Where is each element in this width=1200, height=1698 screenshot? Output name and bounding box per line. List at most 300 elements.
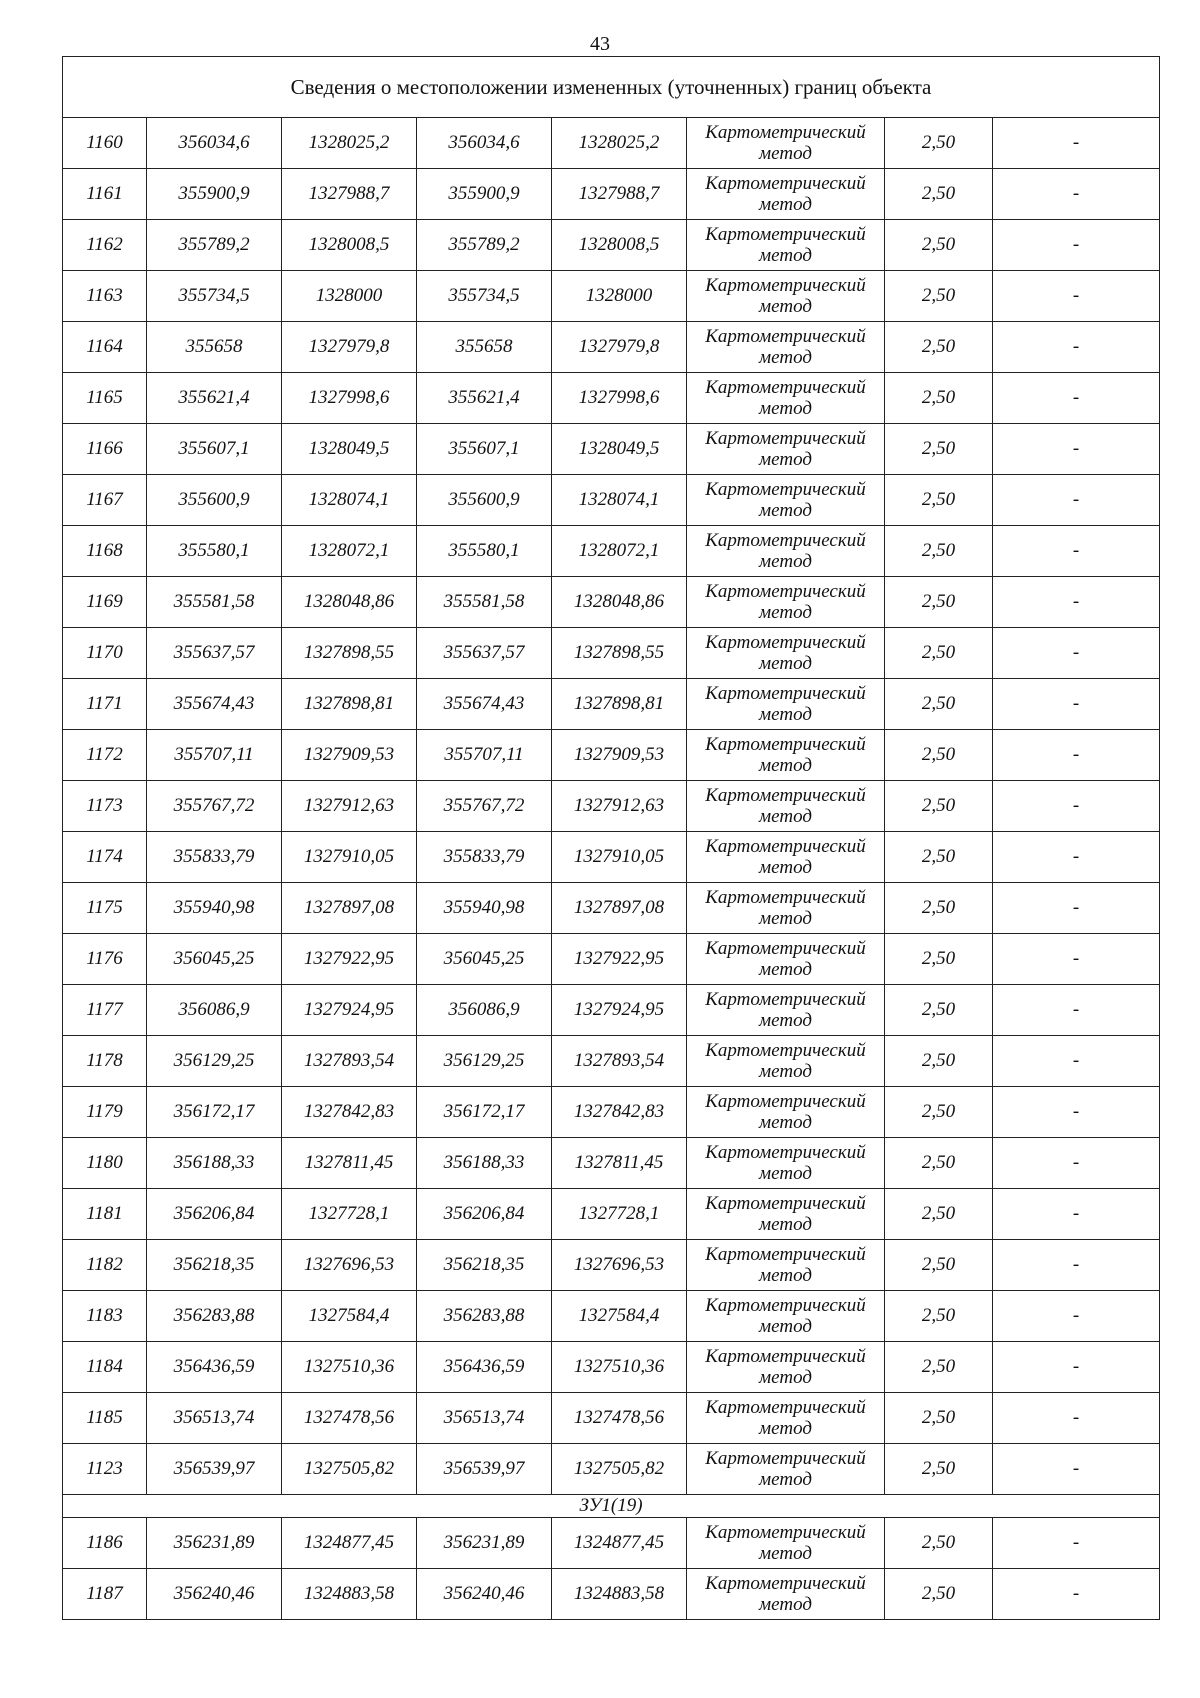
accuracy-cell: 2,50 [885,1393,993,1444]
point-number-cell: 1162 [63,220,147,271]
accuracy-cell: 2,50 [885,118,993,169]
method-cell [687,475,885,526]
new-y-coordinate-cell: 1327510,36 [552,1342,687,1393]
method-label-line2: метод [759,551,812,572]
x-coordinate-cell: 356240,46 [147,1569,282,1620]
method-cell [687,526,885,577]
y-coordinate-cell: 1327909,53 [282,730,417,781]
new-x-coordinate-cell: 356129,25 [417,1036,552,1087]
accuracy-cell: 2,50 [885,985,993,1036]
method-label-line1: Картометрический [705,275,866,296]
x-coordinate-cell: 356513,74 [147,1393,282,1444]
new-x-coordinate-cell: 356231,89 [417,1518,552,1569]
new-y-coordinate-cell: 1327912,63 [552,781,687,832]
table-row [63,1518,1160,1569]
note-cell: - [993,1240,1160,1291]
method-cell [687,832,885,883]
method-label-line1: Картометрический [705,938,866,959]
x-coordinate-cell: 356206,84 [147,1189,282,1240]
accuracy-cell: 2,50 [885,475,993,526]
new-y-coordinate-cell: 1328025,2 [552,118,687,169]
table-row [63,1240,1160,1291]
x-coordinate-cell: 356283,88 [147,1291,282,1342]
table-row [63,373,1160,424]
method-label-line2: метод [759,908,812,929]
table-row [63,730,1160,781]
note-cell: - [993,373,1160,424]
point-number-cell: 1175 [63,883,147,934]
y-coordinate-cell: 1324877,45 [282,1518,417,1569]
new-x-coordinate-cell: 356283,88 [417,1291,552,1342]
point-number-cell: 1178 [63,1036,147,1087]
note-cell: - [993,424,1160,475]
new-y-coordinate-cell: 1327696,53 [552,1240,687,1291]
note-cell: - [993,1393,1160,1444]
y-coordinate-cell: 1327505,82 [282,1444,417,1495]
point-number-cell: 1170 [63,628,147,679]
method-cell [687,985,885,1036]
method-label-line1: Картометрический [705,887,866,908]
accuracy-cell: 2,50 [885,424,993,475]
new-x-coordinate-cell: 355707,11 [417,730,552,781]
note-cell: - [993,832,1160,883]
table-body [63,57,1160,1620]
coordinates-table [62,56,1160,1620]
point-number-cell: 1164 [63,322,147,373]
method-cell [687,1444,885,1495]
accuracy-cell: 2,50 [885,1240,993,1291]
new-x-coordinate-cell: 355637,57 [417,628,552,679]
x-coordinate-cell: 356045,25 [147,934,282,985]
method-label-line2: метод [759,1316,812,1337]
accuracy-cell: 2,50 [885,679,993,730]
y-coordinate-cell: 1324883,58 [282,1569,417,1620]
method-cell [687,169,885,220]
y-coordinate-cell: 1328025,2 [282,118,417,169]
y-coordinate-cell: 1327910,05 [282,832,417,883]
new-x-coordinate-cell: 356172,17 [417,1087,552,1138]
note-cell: - [993,1444,1160,1495]
new-x-coordinate-cell: 356240,46 [417,1569,552,1620]
new-y-coordinate-cell: 1324877,45 [552,1518,687,1569]
new-x-coordinate-cell: 355789,2 [417,220,552,271]
new-y-coordinate-cell: 1328049,5 [552,424,687,475]
point-number-cell: 1167 [63,475,147,526]
new-x-coordinate-cell: 355621,4 [417,373,552,424]
x-coordinate-cell: 355658 [147,322,282,373]
method-label-line2: метод [759,1112,812,1133]
method-cell [687,730,885,781]
new-x-coordinate-cell: 355940,98 [417,883,552,934]
method-label-line1: Картометрический [705,1522,866,1543]
new-y-coordinate-cell: 1327979,8 [552,322,687,373]
y-coordinate-cell: 1327998,6 [282,373,417,424]
new-x-coordinate-cell: 356045,25 [417,934,552,985]
new-x-coordinate-cell: 355607,1 [417,424,552,475]
table-row [63,424,1160,475]
new-y-coordinate-cell: 1328072,1 [552,526,687,577]
accuracy-cell: 2,50 [885,1342,993,1393]
method-cell [687,424,885,475]
table-row [63,628,1160,679]
x-coordinate-cell: 355833,79 [147,832,282,883]
point-number-cell: 1169 [63,577,147,628]
method-cell [687,628,885,679]
table-row [63,781,1160,832]
method-label-line2: метод [759,1367,812,1388]
method-label-line1: Картометрический [705,581,866,602]
accuracy-cell: 2,50 [885,577,993,628]
new-x-coordinate-cell: 356513,74 [417,1393,552,1444]
x-coordinate-cell: 355637,57 [147,628,282,679]
note-cell: - [993,475,1160,526]
x-coordinate-cell: 356172,17 [147,1087,282,1138]
x-coordinate-cell: 355674,43 [147,679,282,730]
accuracy-cell: 2,50 [885,322,993,373]
point-number-cell: 1184 [63,1342,147,1393]
new-x-coordinate-cell: 355581,58 [417,577,552,628]
new-x-coordinate-cell: 355658 [417,322,552,373]
new-x-coordinate-cell: 356034,6 [417,118,552,169]
method-label-line1: Картометрический [705,1448,866,1469]
method-cell [687,118,885,169]
y-coordinate-cell: 1327897,08 [282,883,417,934]
method-label-line1: Картометрический [705,428,866,449]
method-label-line2: метод [759,1265,812,1286]
new-x-coordinate-cell: 355734,5 [417,271,552,322]
y-coordinate-cell: 1328072,1 [282,526,417,577]
accuracy-cell: 2,50 [885,526,993,577]
method-cell [687,1518,885,1569]
accuracy-cell: 2,50 [885,1291,993,1342]
method-label-line2: метод [759,1543,812,1564]
method-label-line2: метод [759,959,812,980]
section-row [63,1495,1160,1518]
accuracy-cell: 2,50 [885,934,993,985]
method-label-line2: метод [759,500,812,521]
new-x-coordinate-cell: 355767,72 [417,781,552,832]
method-label-line1: Картометрический [705,479,866,500]
method-label-line2: метод [759,1469,812,1490]
accuracy-cell: 2,50 [885,1189,993,1240]
new-y-coordinate-cell: 1327505,82 [552,1444,687,1495]
y-coordinate-cell: 1327988,7 [282,169,417,220]
method-cell [687,1036,885,1087]
note-cell: - [993,1036,1160,1087]
x-coordinate-cell: 355621,4 [147,373,282,424]
table-row [63,1393,1160,1444]
table-row [63,679,1160,730]
accuracy-cell: 2,50 [885,1569,993,1620]
x-coordinate-cell: 355707,11 [147,730,282,781]
accuracy-cell: 2,50 [885,781,993,832]
new-y-coordinate-cell: 1327910,05 [552,832,687,883]
new-x-coordinate-cell: 355833,79 [417,832,552,883]
note-cell: - [993,781,1160,832]
table-row [63,1087,1160,1138]
method-cell [687,883,885,934]
table-row [63,985,1160,1036]
table-row [63,1189,1160,1240]
table-row [63,169,1160,220]
x-coordinate-cell: 355581,58 [147,577,282,628]
new-y-coordinate-cell: 1324883,58 [552,1569,687,1620]
table-row [63,1444,1160,1495]
table-row [63,1291,1160,1342]
table-row [63,832,1160,883]
table-row [63,577,1160,628]
point-number-cell: 1172 [63,730,147,781]
accuracy-cell: 2,50 [885,373,993,424]
method-label-line1: Картометрический [705,1193,866,1214]
new-y-coordinate-cell: 1327893,54 [552,1036,687,1087]
y-coordinate-cell: 1327898,55 [282,628,417,679]
new-y-coordinate-cell: 1327842,83 [552,1087,687,1138]
point-number-cell: 1161 [63,169,147,220]
new-x-coordinate-cell: 355674,43 [417,679,552,730]
x-coordinate-cell: 355789,2 [147,220,282,271]
new-y-coordinate-cell: 1328048,86 [552,577,687,628]
y-coordinate-cell: 1327912,63 [282,781,417,832]
new-x-coordinate-cell: 356436,59 [417,1342,552,1393]
note-cell: - [993,577,1160,628]
method-cell [687,934,885,985]
y-coordinate-cell: 1328000 [282,271,417,322]
method-label-line2: метод [759,347,812,368]
method-label-line2: метод [759,806,812,827]
x-coordinate-cell: 355900,9 [147,169,282,220]
y-coordinate-cell: 1327979,8 [282,322,417,373]
method-label-line1: Картометрический [705,1091,866,1112]
new-y-coordinate-cell: 1327478,56 [552,1393,687,1444]
table-row [63,271,1160,322]
method-label-line2: метод [759,296,812,317]
point-number-cell: 1180 [63,1138,147,1189]
method-label-line2: метод [759,398,812,419]
note-cell: - [993,730,1160,781]
note-cell: - [993,322,1160,373]
method-cell [687,1240,885,1291]
new-x-coordinate-cell: 356086,9 [417,985,552,1036]
point-number-cell: 1173 [63,781,147,832]
method-label-line1: Картометрический [705,1244,866,1265]
method-label-line1: Картометрический [705,1142,866,1163]
method-cell [687,1291,885,1342]
y-coordinate-cell: 1327728,1 [282,1189,417,1240]
x-coordinate-cell: 355734,5 [147,271,282,322]
x-coordinate-cell: 356231,89 [147,1518,282,1569]
table-row [63,220,1160,271]
point-number-cell: 1185 [63,1393,147,1444]
point-number-cell: 1160 [63,118,147,169]
new-y-coordinate-cell: 1327811,45 [552,1138,687,1189]
table-row [63,118,1160,169]
y-coordinate-cell: 1327924,95 [282,985,417,1036]
point-number-cell: 1179 [63,1087,147,1138]
new-y-coordinate-cell: 1327988,7 [552,169,687,220]
note-cell: - [993,883,1160,934]
method-label-line2: метод [759,1214,812,1235]
method-label-line2: метод [759,1163,812,1184]
table-row [63,475,1160,526]
note-cell: - [993,118,1160,169]
table-row [63,883,1160,934]
x-coordinate-cell: 356539,97 [147,1444,282,1495]
method-label-line1: Картометрический [705,1295,866,1316]
accuracy-cell: 2,50 [885,1138,993,1189]
y-coordinate-cell: 1327811,45 [282,1138,417,1189]
method-label-line2: метод [759,245,812,266]
x-coordinate-cell: 356034,6 [147,118,282,169]
x-coordinate-cell: 356188,33 [147,1138,282,1189]
method-cell [687,322,885,373]
accuracy-cell: 2,50 [885,883,993,934]
accuracy-cell: 2,50 [885,169,993,220]
y-coordinate-cell: 1328008,5 [282,220,417,271]
accuracy-cell: 2,50 [885,1036,993,1087]
note-cell: - [993,934,1160,985]
point-number-cell: 1177 [63,985,147,1036]
method-label-line1: Картометрический [705,785,866,806]
accuracy-cell: 2,50 [885,220,993,271]
method-label-line2: метод [759,857,812,878]
table-title-row [63,57,1160,118]
page-number: 43 [590,33,610,55]
table-row [63,1569,1160,1620]
new-y-coordinate-cell: 1327924,95 [552,985,687,1036]
note-cell: - [993,985,1160,1036]
table-row [63,322,1160,373]
method-cell [687,1342,885,1393]
method-label-line2: метод [759,1010,812,1031]
section-label: ЗУ1(19) [63,1495,1160,1518]
new-y-coordinate-cell: 1327584,4 [552,1291,687,1342]
point-number-cell: 1176 [63,934,147,985]
method-label-line2: метод [759,143,812,164]
method-cell [687,1393,885,1444]
note-cell: - [993,1569,1160,1620]
x-coordinate-cell: 355607,1 [147,424,282,475]
new-y-coordinate-cell: 1328008,5 [552,220,687,271]
table-row [63,1342,1160,1393]
y-coordinate-cell: 1327922,95 [282,934,417,985]
note-cell: - [993,1291,1160,1342]
note-cell: - [993,679,1160,730]
method-cell [687,271,885,322]
new-y-coordinate-cell: 1328000 [552,271,687,322]
new-x-coordinate-cell: 356218,35 [417,1240,552,1291]
method-label-line1: Картометрический [705,326,866,347]
method-label-line1: Картометрический [705,734,866,755]
point-number-cell: 1123 [63,1444,147,1495]
note-cell: - [993,169,1160,220]
new-x-coordinate-cell: 355580,1 [417,526,552,577]
note-cell: - [993,1189,1160,1240]
method-cell [687,679,885,730]
accuracy-cell: 2,50 [885,1087,993,1138]
x-coordinate-cell: 355580,1 [147,526,282,577]
table-row [63,1138,1160,1189]
new-y-coordinate-cell: 1328074,1 [552,475,687,526]
method-label-line1: Картометрический [705,122,866,143]
x-coordinate-cell: 356218,35 [147,1240,282,1291]
y-coordinate-cell: 1327478,56 [282,1393,417,1444]
point-number-cell: 1163 [63,271,147,322]
y-coordinate-cell: 1327696,53 [282,1240,417,1291]
method-label-line1: Картометрический [705,377,866,398]
method-label-line1: Картометрический [705,530,866,551]
x-coordinate-cell: 356129,25 [147,1036,282,1087]
accuracy-cell: 2,50 [885,271,993,322]
method-cell [687,1569,885,1620]
y-coordinate-cell: 1328049,5 [282,424,417,475]
method-label-line1: Картометрический [705,1040,866,1061]
y-coordinate-cell: 1327893,54 [282,1036,417,1087]
accuracy-cell: 2,50 [885,628,993,679]
accuracy-cell: 2,50 [885,832,993,883]
y-coordinate-cell: 1327510,36 [282,1342,417,1393]
note-cell: - [993,1138,1160,1189]
note-cell: - [993,271,1160,322]
note-cell: - [993,628,1160,679]
point-number-cell: 1165 [63,373,147,424]
method-label-line1: Картометрический [705,173,866,194]
note-cell: - [993,220,1160,271]
method-label-line1: Картометрический [705,224,866,245]
y-coordinate-cell: 1327584,4 [282,1291,417,1342]
method-label-line1: Картометрический [705,1573,866,1594]
new-y-coordinate-cell: 1327998,6 [552,373,687,424]
y-coordinate-cell: 1328048,86 [282,577,417,628]
accuracy-cell: 2,50 [885,730,993,781]
new-x-coordinate-cell: 356539,97 [417,1444,552,1495]
new-y-coordinate-cell: 1327897,08 [552,883,687,934]
method-label-line1: Картометрический [705,683,866,704]
point-number-cell: 1186 [63,1518,147,1569]
x-coordinate-cell: 355600,9 [147,475,282,526]
x-coordinate-cell: 356086,9 [147,985,282,1036]
point-number-cell: 1168 [63,526,147,577]
method-cell [687,1087,885,1138]
new-x-coordinate-cell: 355900,9 [417,169,552,220]
new-y-coordinate-cell: 1327728,1 [552,1189,687,1240]
accuracy-cell: 2,50 [885,1444,993,1495]
method-cell [687,781,885,832]
method-label-line2: метод [759,653,812,674]
new-y-coordinate-cell: 1327898,55 [552,628,687,679]
method-label-line1: Картометрический [705,989,866,1010]
method-label-line1: Картометрический [705,836,866,857]
point-number-cell: 1182 [63,1240,147,1291]
method-label-line2: метод [759,449,812,470]
table-title: Сведения о местоположении измененных (уточненных) границ объекта [63,57,1160,118]
new-x-coordinate-cell: 356188,33 [417,1138,552,1189]
method-cell [687,1189,885,1240]
point-number-cell: 1187 [63,1569,147,1620]
method-cell [687,577,885,628]
method-label-line2: метод [759,755,812,776]
new-x-coordinate-cell: 356206,84 [417,1189,552,1240]
method-label-line2: метод [759,1418,812,1439]
point-number-cell: 1171 [63,679,147,730]
y-coordinate-cell: 1327898,81 [282,679,417,730]
method-label-line2: метод [759,602,812,623]
note-cell: - [993,1342,1160,1393]
method-label-line1: Картометрический [705,1397,866,1418]
x-coordinate-cell: 355767,72 [147,781,282,832]
method-label-line1: Картометрический [705,1346,866,1367]
method-label-line1: Картометрический [705,632,866,653]
